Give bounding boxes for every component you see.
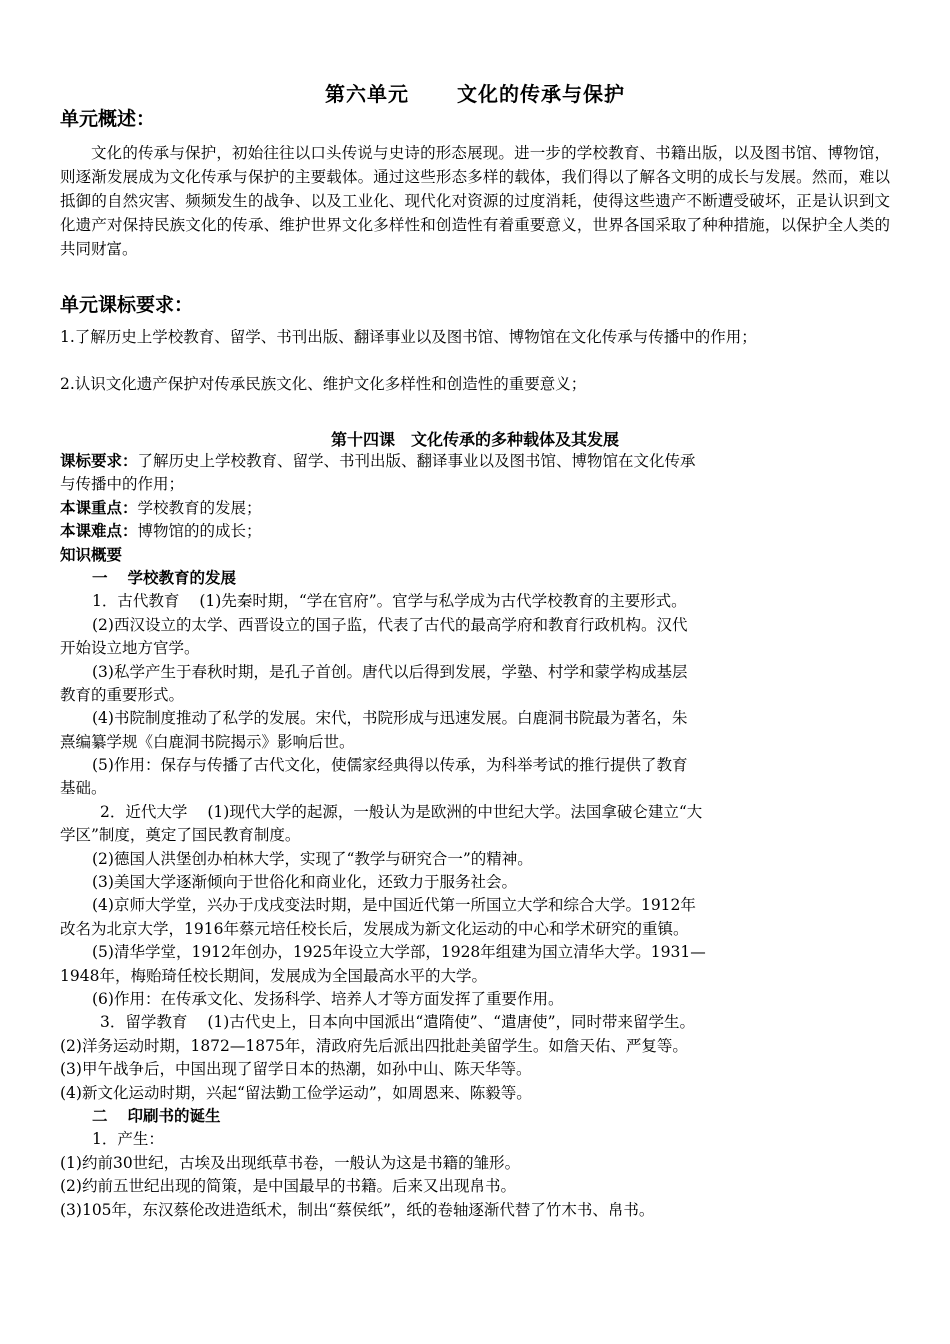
section-1-line: (3)甲午战争后，中国出现了留学日本的热潮，如孙中山、陈天华等。 [60,1060,532,1079]
section-1-line: 1．古代教育 (1)先秦时期，“学在官府”。官学与私学成为古代学校教育的主要形式。 [92,592,687,611]
overview-heading: 单元概述： [60,108,156,130]
section-1-line: (3)私学产生于春秋时期，是孔子首创。唐代以后得到发展，学塾、村学和蒙学构成基层 [92,662,688,681]
section-1-line: (2)西汉设立的太学、西晋设立的国子监，代表了古代的最高学府和教育行政机构。汉代 [92,615,688,634]
section-1-heading: 一 学校教育的发展 [92,568,237,587]
section-1-line: 2．近代大学 (1)现代大学的起源，一般认为是欧洲的中世纪大学。法国拿破仑建立“大 [100,802,703,821]
section-1-line: 1948年，梅贻琦任校长期间，发展成为全国最高水平的大学。 [60,966,487,985]
lesson-number: 第十四课 [330,430,395,449]
overview-paragraph: 文化的传承与保护，初始往往以口头传说与史诗的形态展现。进一步的学校教育、书籍出版，以及图书馆、博物馆，则逐渐发展成为文化传承与保护的主要载体。通过这些形态多样的载体，我们得以了解各文明的成长与发展。然而，难以抵御的自然灾害、频频发生的战争、以及工业化、现代化对资源的过度消耗，使得这些遗产不断遭受破坏，正是认识到文化遗产对保持民族文化的传承、维护世界文化多样性和创造性有着重要意义，世界各国采取了种种措施，以保护全人类的共同财富。 [60,144,890,258]
requirement-text: 了解历史上学校教育、留学、书刊出版、翻译事业以及图书馆、博物馆在文化传承 [137,452,696,470]
unit-title [60,78,890,107]
section-1-line: 改名为北京大学，1916年蔡元培任校长后，发展成为新文化运动的中心和学术研究的重镇。 [60,919,689,938]
section-1-line: 基础。 [60,779,107,798]
unit-title-name: 文化的传承与保护 [457,82,625,106]
standards-heading: 单元课标要求： [60,294,194,316]
section-1-line: (2)洋务运动时期，1872—1875年，清政府先后派出四批赴美留学生。如詹天佑、严复等。 [60,1036,688,1055]
lesson-focus-line [60,497,890,520]
section-1-line: 教育的重要形式。 [60,685,185,704]
standards-item-1: 1.了解历史上学校教育、留学、书刊出版、翻译事业以及图书馆、博物馆在文化传承与传播中的作用； [60,328,757,346]
section-1-line: (5)作用：保存与传播了古代文化，使儒家经典得以传承，为科举考试的推行提供了教育 [92,756,688,775]
section-1-line: 熹编纂学规《白鹿洞书院揭示》影响后世。 [60,732,355,751]
difficulty-label: 本课难点： [60,522,138,541]
knowledge-heading: 知识概要 [60,545,123,564]
section-1-line: 3．留学教育 (1)古代史上，日本向中国派出“遣隋使”、“遣唐使”，同时带来留学生。 [100,1013,696,1032]
section-1-line: (2)德国人洪堡创办柏林大学，实现了“教学与研究合一”的精神。 [92,849,533,868]
section-2-line: (1)约前30世纪，古埃及出现纸草书卷，一般认为这是书籍的雏形。 [60,1153,521,1172]
unit-title-number: 第六单元 [325,82,409,106]
requirement-text-cont: 与传播中的作用； [60,475,185,494]
section-1-line: (4)新文化运动时期，兴起“留法勤工俭学运动”，如周恩来、陈毅等。 [60,1083,532,1102]
difficulty-text: 博物馆的的成长； [137,522,262,541]
section-1-line: (5)清华学堂，1912年创办，1925年设立大学部，1928年组建为国立清华大学。1931— [92,943,706,962]
section-1-line: (4)京师大学堂，兴办于戊戌变法时期，是中国近代第一所国立大学和综合大学。1912年 [92,896,696,915]
section-2-heading: 二 印刷书的诞生 [92,1106,221,1125]
standards-item-2: 2.认识文化遗产保护对传承民族文化、维护文化多样性和创造性的重要意义； [60,375,587,393]
section-1-line: (6)作用：在传承文化、发扬科学、培养人才等方面发挥了重要作用。 [92,989,564,1008]
focus-text: 学校教育的发展； [137,498,262,517]
lesson-requirement-line [60,450,890,473]
section-1-line: 开始设立地方官学。 [60,639,200,658]
section-2-line: 1．产生： [92,1130,164,1149]
focus-label: 本课重点： [60,498,138,517]
section-1-line: (3)美国大学逐渐倾向于世俗化和商业化，还致力于服务社会。 [92,873,517,892]
requirement-label: 课标要求： [60,452,138,470]
section-2-line: (3)105年，东汉蔡伦改进造纸术，制出“蔡侯纸”，纸的卷轴逐渐代替了竹木书、帛书。 [60,1200,655,1219]
section-2-line: (2)约前五世纪出现的简策，是中国最早的书籍。后来又出现帛书。 [60,1177,516,1196]
lesson-title [60,427,890,450]
lesson-difficulty-line [60,520,890,543]
section-1-line: 学区”制度，奠定了国民教育制度。 [60,826,301,845]
lesson-body [60,450,890,1222]
section-1-line: (4)书院制度推动了私学的发展。宋代，书院形成与迅速发展。白鹿洞书院最为著名，朱 [92,709,688,728]
lesson-name: 文化传承的多种载体及其发展 [411,430,620,449]
